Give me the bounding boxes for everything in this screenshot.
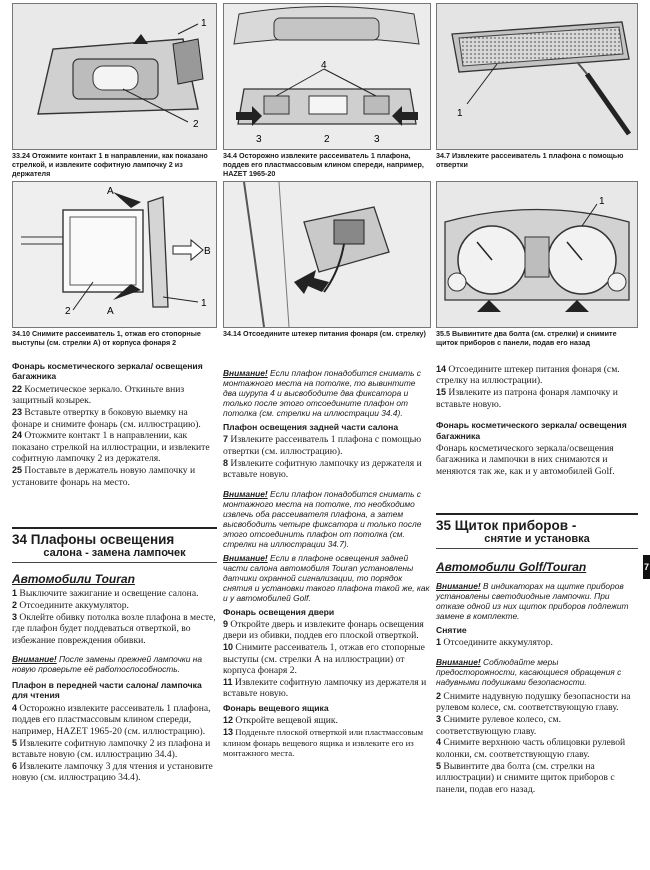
paragraph-text: Откройте дверь и извлеките фонарь освещения двери из обивки, поддев его плоской отверткой. <box>223 618 424 642</box>
paragraph-text: Косметическое зеркало. Откиньте вниз защитный козырек. <box>12 383 185 407</box>
figure-35-5 <box>436 181 638 328</box>
fig-label: 4 <box>321 60 327 71</box>
subheading: Фонарь вещевого ящика <box>223 702 329 713</box>
step-number: 13 <box>223 727 234 738</box>
text-block-2 <box>12 588 217 784</box>
paragraph-text: Извлеките лампочку 3 для чтения и установите новую (см. иллюстрацию 34.4). <box>12 760 213 784</box>
step-number: 15 <box>436 387 447 398</box>
car-model-heading: Автомобили Touran <box>12 572 135 586</box>
fig-label: 3 <box>374 134 380 145</box>
car-model-heading: Автомобили Golf/Touran <box>436 560 587 574</box>
step-number: 1 <box>12 588 18 598</box>
paragraph <box>223 677 431 700</box>
fig-label: 2 <box>324 134 330 145</box>
step-number: 3 <box>12 611 18 622</box>
subheading: Фонарь косметического зеркала/ освещения багажника <box>12 361 203 382</box>
paragraph-text: Поставьте в держатель новую лампочку и установите фонарь на место. <box>12 465 196 488</box>
figure-33-24-drawing <box>13 4 216 149</box>
paragraph <box>12 600 217 611</box>
warning-note <box>436 581 638 621</box>
figure-34-4-drawing <box>224 4 430 149</box>
paragraph <box>436 737 638 760</box>
step-number: 4 <box>436 737 442 748</box>
paragraph-text: Снимите рассеиватель 1, отжав его стопорные выступы (см. стрелки А на иллюстрации) от корпуса фонаря 2. <box>223 642 425 677</box>
paragraph <box>12 761 217 784</box>
figure-caption: 34.14 Отсоедините штекер питания фонаря (см. стрелку) <box>223 329 426 338</box>
paragraph-text: Откройте вещевой ящик. <box>235 715 338 727</box>
paragraph <box>223 434 431 457</box>
fig-label: 1 <box>201 18 207 29</box>
warning-note <box>12 654 217 674</box>
subheading: Плафон освещения задней части салона <box>223 422 399 432</box>
paragraph-text: Отсоедините аккумулятор. <box>443 637 553 649</box>
paragraph <box>436 364 638 387</box>
step-number: 5 <box>436 760 442 771</box>
paragraph <box>223 715 431 726</box>
step-number: 11 <box>223 676 233 687</box>
step-number: 5 <box>12 737 18 748</box>
fig-label: 1 <box>201 298 207 309</box>
paragraph: Фонарь косметического зеркала/освещения багажника и лампочки в них снимаются и меняются так же, как и у автомобилей Golf. <box>436 442 615 477</box>
figure-34-7 <box>436 3 638 150</box>
chapter-edge-tab: 7 <box>643 555 650 579</box>
text-block-1 <box>12 358 217 488</box>
paragraph-text: Выключите зажигание и освещение салона. <box>19 588 199 599</box>
warning-label: Внимание! <box>12 654 57 665</box>
paragraph-text: Вставьте отвертку в боковую выемку на фонаре и снимите фонарь (см. иллюстрацию). <box>12 407 201 430</box>
paragraph-text: Осторожно извлеките рассеиватель 1 плафона, поддев его пластмассовым клином спереди, например, HAZET 1965-20 (см. иллюстрацию). <box>12 702 211 737</box>
paragraph-text: Извлеките рассеиватель 1 плафона с помощью отвертки (см. иллюстрацию). <box>223 434 422 457</box>
subheading: Фонарь освещения двери <box>223 606 335 617</box>
step-number: 14 <box>436 364 447 374</box>
paragraph <box>12 738 217 761</box>
section-title: 34 Плафоны освещения <box>12 532 175 547</box>
step-number: 25 <box>12 465 23 476</box>
warning-label: Внимание! <box>223 368 268 378</box>
step-number: 23 <box>12 407 23 418</box>
paragraph-text: Вывинтите два болта (см. стрелки на иллюстрации) и снимите щиток приборов с панели, подав его назад. <box>436 760 615 795</box>
fig-label: 2 <box>193 119 199 130</box>
paragraph <box>436 637 638 648</box>
paragraph-text: Снимите рулевое колесо, см. соответствующую главу. <box>436 714 561 737</box>
warning-note <box>223 489 431 549</box>
paragraph <box>12 465 217 488</box>
warning-note <box>436 657 638 687</box>
paragraph-text: Извлеките софитную лампочку из держателя и вставьте новую. <box>223 457 422 481</box>
paragraph-text: Подденьте плоской отверткой или пластмассовым клином фонарь вещевого ящика и извлеките его из монтажного места. <box>223 727 424 758</box>
step-number: 2 <box>12 599 18 610</box>
paragraph-text: Отожмите контакт 1 в направлении, как показано стрелкой на иллюстрации, и извлеките софитную лампочку 2 из держателя. <box>12 430 210 465</box>
section-34-heading <box>12 527 217 563</box>
subheading: Снятие <box>436 625 467 635</box>
warning-text: Если плафон понадобится снимать с монтажного места на потолке, то необходимо извлечь оба рассеивателя плафона, а затем высвободить четыре фиксатора и только после этого отсоединить плафон от потолка (см. стрелки на иллюстрации 34.7). <box>223 488 422 549</box>
paragraph <box>223 619 431 642</box>
paragraph <box>223 458 431 481</box>
fig-label: 1 <box>457 108 463 119</box>
step-number: 24 <box>12 430 23 441</box>
step-number: 10 <box>223 642 234 653</box>
paragraph <box>12 430 217 464</box>
warning-label: Внимание! <box>223 488 268 499</box>
figure-34-14 <box>223 181 431 328</box>
subheading: Плафон в передней части салона/ лампочка для чтения <box>12 680 202 701</box>
fig-label: 3 <box>256 134 262 145</box>
paragraph <box>436 387 638 410</box>
step-number: 1 <box>436 637 442 648</box>
section-title: 35 Щиток приборов - <box>436 518 577 533</box>
step-number: 6 <box>12 760 18 771</box>
paragraph-text: Извлеките софитную лампочку 2 из плафона и вставьте новую (см. иллюстрацию 34.4). <box>12 737 211 760</box>
figure-caption: 33.24 Отожмите контакт 1 в направлении, как показано стрелкой, и извлеките софитную лампочку 2 из держателя <box>12 151 208 179</box>
paragraph-text: Отсоедините штекер питания фонаря (см. стрелку на иллюстрации). <box>436 364 620 387</box>
paragraph <box>436 714 638 737</box>
warning-label: Внимание! <box>436 656 481 667</box>
warning-label: Внимание! <box>223 552 268 563</box>
paragraph <box>12 407 217 430</box>
warning-text: После замены прежней лампочки на новую проверьте её работоспособность. <box>12 654 203 675</box>
figure-33-24 <box>12 3 217 150</box>
step-number: 12 <box>223 715 234 726</box>
warning-text: В индикаторах на щитке приборов установлены светодиодные лампочки. При отказе одной из них щиток приборов подлежит замене в комплекте. <box>436 581 629 621</box>
paragraph <box>12 703 217 737</box>
paragraph <box>12 384 217 407</box>
paragraph <box>436 691 638 714</box>
text-block-4 <box>436 364 638 478</box>
subheading: Фонарь косметического зеркала/ освещения багажника <box>436 420 627 441</box>
step-number: 3 <box>436 714 442 725</box>
paragraph <box>223 727 431 758</box>
figure-34-4 <box>223 3 431 150</box>
paragraph-text: Отсоедините аккумулятор. <box>19 599 129 611</box>
paragraph-text: Снимите верхнюю часть облицовки рулевой колонки, см. соответствующую главу. <box>436 737 626 760</box>
paragraph <box>436 761 638 795</box>
paragraph-text: Извлеките из патрона фонаря лампочку и вставьте новую. <box>436 387 618 410</box>
paragraph-text: Оклейте обивку потолка возле плафона в месте, где плафон будет поддеваться отверткой, во избежание повреждения обивки. <box>12 611 216 646</box>
paragraph <box>12 612 217 646</box>
figure-34-14-drawing <box>224 182 430 327</box>
fig-label: A <box>107 306 114 317</box>
warning-label: Внимание! <box>436 581 481 591</box>
figure-caption: 35.5 Вывинтите два болта (см. стрелки) и снимите щиток приборов с панели, подав его назад <box>436 329 617 348</box>
section-subtitle: снятие и установка <box>484 533 590 545</box>
warning-text: Если плафон понадобится снимать с монтажного места на потолке, то вывинтите два шурупа 4 и высвободите два фиксатора и только после этого отсоедините плафон от потолка (см. стрелки на иллюстрации 34.4). <box>223 368 421 418</box>
warning-text: Соблюдайте меры предосторожности, касающиеся обращения с надувными подушками безопасности. <box>436 656 622 687</box>
step-number: 2 <box>436 690 442 701</box>
step-number: 22 <box>12 383 23 394</box>
fig-label: 1 <box>599 196 605 207</box>
paragraph <box>12 588 217 599</box>
paragraph <box>223 642 431 676</box>
warning-note <box>223 553 431 603</box>
figure-34-7-drawing <box>437 4 637 149</box>
figure-caption: 34.7 Извлеките рассеиватель 1 плафона с помощью отвертки <box>436 151 624 170</box>
section-35-heading <box>436 513 638 549</box>
figure-caption: 34.10 Снимите рассеиватель 1, отжав его стопорные выступы (см. стрелки А) от корпуса фонаря 2 <box>12 329 201 348</box>
paragraph-text: Извлеките софитную лампочку из держателя и вставьте новую. <box>223 676 427 700</box>
figure-35-5-drawing <box>437 182 637 327</box>
fig-label: B <box>204 246 211 257</box>
section-subtitle: салона - замена лампочек <box>43 547 186 559</box>
warning-note <box>223 368 431 418</box>
step-number: 8 <box>223 457 229 468</box>
figure-caption: 34.4 Осторожно извлеките рассеиватель 1 плафона, поддев его пластмассовым клином спереди, например, HAZET 1965-20 <box>223 151 424 179</box>
figure-34-10-drawing <box>13 182 216 327</box>
step-number: 4 <box>12 702 18 713</box>
figure-34-10 <box>12 181 217 328</box>
paragraph-text: Снимите надувную подушку безопасности на рулевом колесе, см. соответствующую главу. <box>436 690 631 714</box>
step-number: 9 <box>223 618 229 629</box>
text-block-5 <box>436 578 638 795</box>
text-block-3 <box>223 354 431 759</box>
fig-label: A <box>107 186 114 197</box>
warning-text: Если в плафоне освещения задней части салона автомобиля Touran установлены датчики охранной сигнализации, то порядок снятия и установки такого плафона такой же, как и у автомобилей Golf. <box>223 552 430 603</box>
fig-label: 2 <box>65 306 71 317</box>
step-number: 7 <box>223 434 229 445</box>
